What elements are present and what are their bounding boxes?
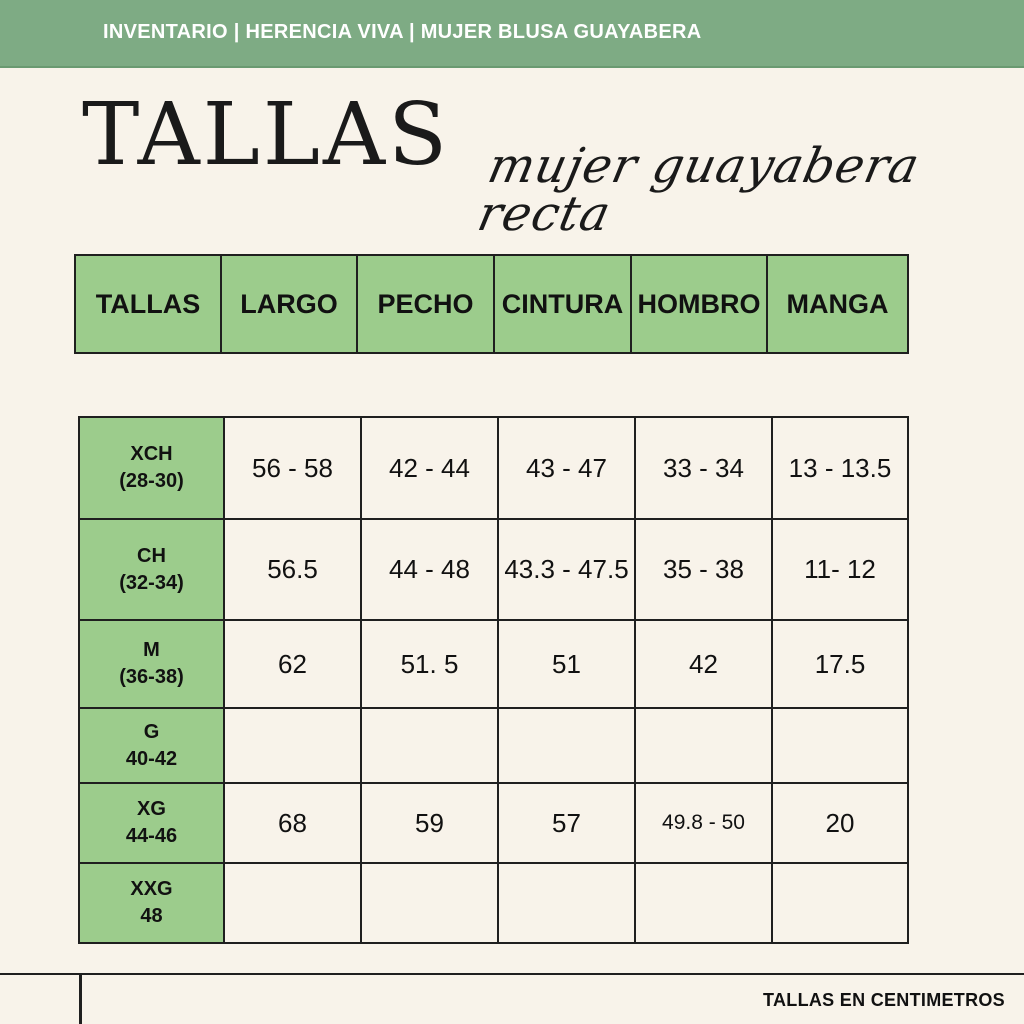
units-note: TALLAS EN CENTIMETROS (763, 990, 1005, 1010)
table-row (79, 708, 908, 783)
breadcrumb: INVENTARIO | HERENCIA VIVA | MUJER BLUSA GUAYABERA (103, 21, 702, 43)
value-largo: 62 (224, 620, 361, 708)
value-hombro: 49.8 - 50 (635, 783, 772, 863)
table-row (79, 417, 908, 519)
size-label (79, 783, 224, 863)
footer-vertical-divider (79, 973, 82, 1024)
value-cintura: 57 (498, 783, 635, 863)
value-cintura (498, 863, 635, 943)
page-title: TALLAS (82, 85, 451, 185)
size-range: 48 (140, 905, 163, 927)
size-label (79, 417, 224, 519)
value-largo: 68 (224, 783, 361, 863)
value-cintura: 43.3 - 47.5 (498, 519, 635, 620)
table-row (79, 863, 908, 943)
column-header-cintura: CINTURA (494, 255, 631, 353)
value-hombro: 35 - 38 (635, 519, 772, 620)
size-label (79, 863, 224, 943)
value-hombro: 42 (635, 620, 772, 708)
column-header-manga: MANGA (767, 255, 908, 353)
size-code: M (143, 639, 160, 661)
size-range: (32-34) (119, 571, 184, 594)
value-pecho: 42 - 44 (361, 417, 498, 519)
size-code: XCH (130, 443, 173, 465)
value-cintura (498, 708, 635, 783)
value-hombro (635, 708, 772, 783)
value-largo (224, 863, 361, 943)
value-manga: 17.5 (772, 620, 908, 708)
table-row (79, 620, 908, 708)
size-code: CH (137, 544, 166, 567)
size-code: XXG (130, 878, 173, 900)
value-manga: 20 (772, 783, 908, 863)
column-header-pecho: PECHO (357, 255, 494, 353)
value-manga (772, 708, 908, 783)
size-range: 40-42 (125, 747, 178, 770)
footer-divider (0, 973, 1024, 975)
value-hombro (635, 863, 772, 943)
column-header-largo: LARGO (221, 255, 357, 353)
size-label (79, 620, 224, 708)
page-subtitle: mujer guayabera recta (472, 138, 925, 242)
value-hombro: 33 - 34 (635, 417, 772, 519)
value-pecho: 51. 5 (361, 620, 498, 708)
value-largo (224, 708, 361, 783)
value-largo: 56 - 58 (224, 417, 361, 519)
value-manga (772, 863, 908, 943)
column-header-tallas: TALLAS (75, 255, 221, 353)
value-cintura: 51 (498, 620, 635, 708)
size-table (78, 416, 909, 944)
value-manga: 11- 12 (772, 519, 908, 620)
table-row (79, 783, 908, 863)
size-label (79, 519, 224, 620)
size-table-header (74, 254, 909, 354)
value-pecho: 59 (361, 783, 498, 863)
value-pecho: 44 - 48 (361, 519, 498, 620)
table-row (79, 519, 908, 620)
size-range: (28-30) (119, 470, 184, 492)
top-banner (0, 0, 1024, 68)
size-label (79, 708, 224, 783)
size-range: 44-46 (125, 825, 178, 847)
size-code: G (143, 720, 160, 743)
size-code: XG (137, 798, 166, 820)
value-largo: 56.5 (224, 519, 361, 620)
value-pecho (361, 863, 498, 943)
size-range: (36-38) (119, 666, 184, 688)
value-cintura: 43 - 47 (498, 417, 635, 519)
column-header-hombro: HOMBRO (631, 255, 767, 353)
value-manga: 13 - 13.5 (772, 417, 908, 519)
value-pecho (361, 708, 498, 783)
